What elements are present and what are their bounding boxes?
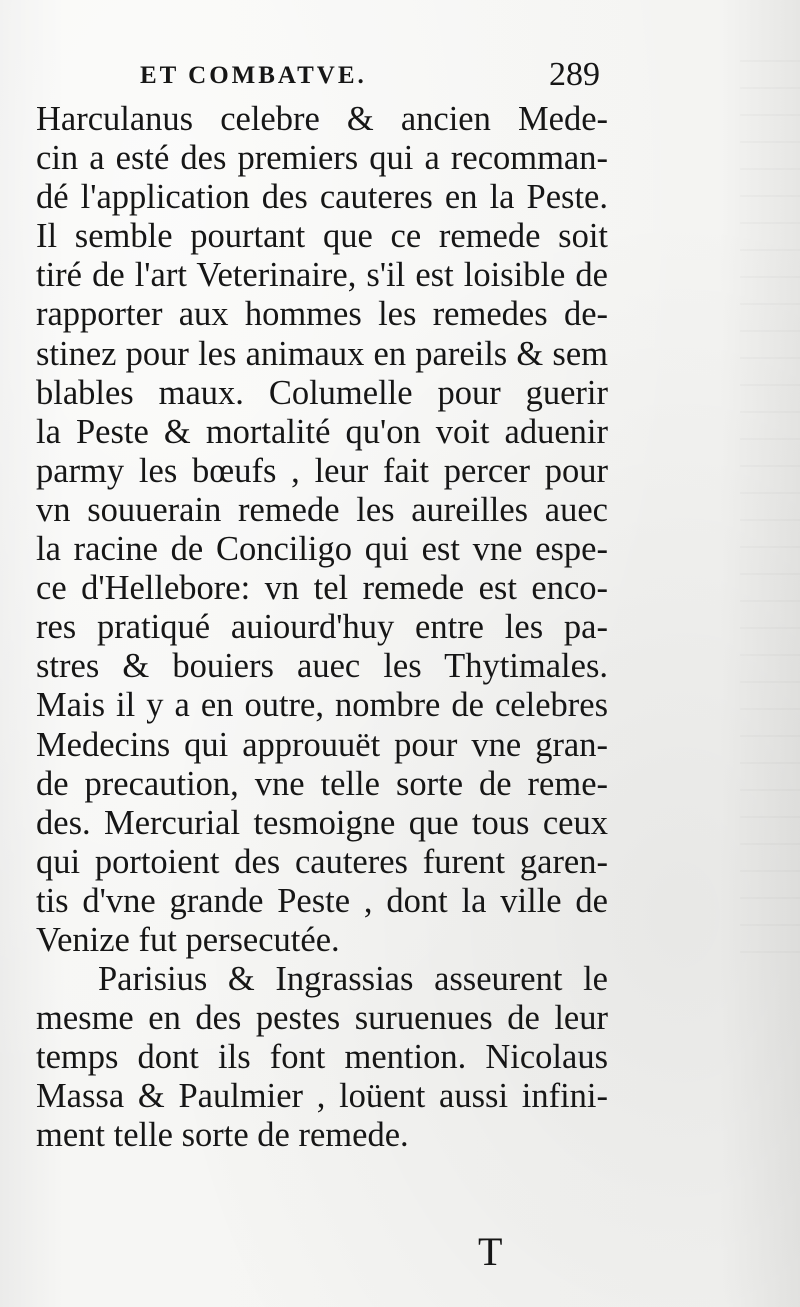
text-line: ment telle sorte de remede. xyxy=(36,1116,409,1155)
text-line: rapporter aux hommes les remedes de- xyxy=(36,295,608,334)
text-line: res pratiqué auiourd'huy entre les pa- xyxy=(36,608,608,647)
text-line: stinez pour les animaux en pareils & sem xyxy=(36,334,608,373)
text-line: des. Mercurial tesmoigne que tous ceux xyxy=(36,803,608,842)
text-line: de precaution, vne telle sorte de reme- xyxy=(36,764,608,803)
page-number: 289 xyxy=(549,56,600,93)
text-line: mesme en des pestes suruenues de leur xyxy=(36,999,608,1038)
text-line: Massa & Paulmier , loüent aussi infini- xyxy=(36,1077,608,1116)
text-line: blables maux. Columelle pour guerir xyxy=(36,373,608,412)
text-line: Il semble pourtant que ce remede soit xyxy=(36,217,608,256)
text-line: tiré de l'art Veterinaire, s'il est loisible de xyxy=(36,256,608,295)
text-line: tis d'vne grande Peste , dont la ville de xyxy=(36,881,608,920)
text-line: la Peste & mortalité qu'on voit aduenir xyxy=(36,412,608,451)
running-title: ET COMBATVE. xyxy=(140,62,367,89)
page-header xyxy=(140,58,600,98)
text-line: parmy les bœufs , leur fait percer pour xyxy=(36,451,608,490)
text-line: ce d'Hellebore: vn tel remede est enco- xyxy=(36,569,608,608)
text-line: la racine de Conciligo qui est vne espe- xyxy=(36,530,608,569)
body-text xyxy=(36,100,608,1156)
text-line: Parisius & Ingrassias asseurent le xyxy=(98,960,608,999)
text-line: vn souuerain remede les aureilles auec xyxy=(36,490,608,529)
text-line: Medecins qui approuuët pour vne gran- xyxy=(36,725,608,764)
text-line: temps dont ils font mention. Nicolaus xyxy=(36,1038,608,1077)
text-line: qui portoient des cauteres furent garen- xyxy=(36,842,608,881)
text-line: dé l'application des cauteres en la Peste. xyxy=(36,178,608,217)
bleed-through-marks xyxy=(740,60,800,960)
text-line: cin a esté des premiers qui a recomman- xyxy=(36,139,608,178)
text-line: Mais il y a en outre, nombre de celebres xyxy=(36,686,608,725)
catchword: T xyxy=(478,1229,503,1274)
text-line: Venize fut persecutée. xyxy=(36,920,340,959)
text-line: stres & bouiers auec les Thytimales. xyxy=(36,647,608,686)
text-line: Harculanus celebre & ancien Mede- xyxy=(36,100,608,138)
